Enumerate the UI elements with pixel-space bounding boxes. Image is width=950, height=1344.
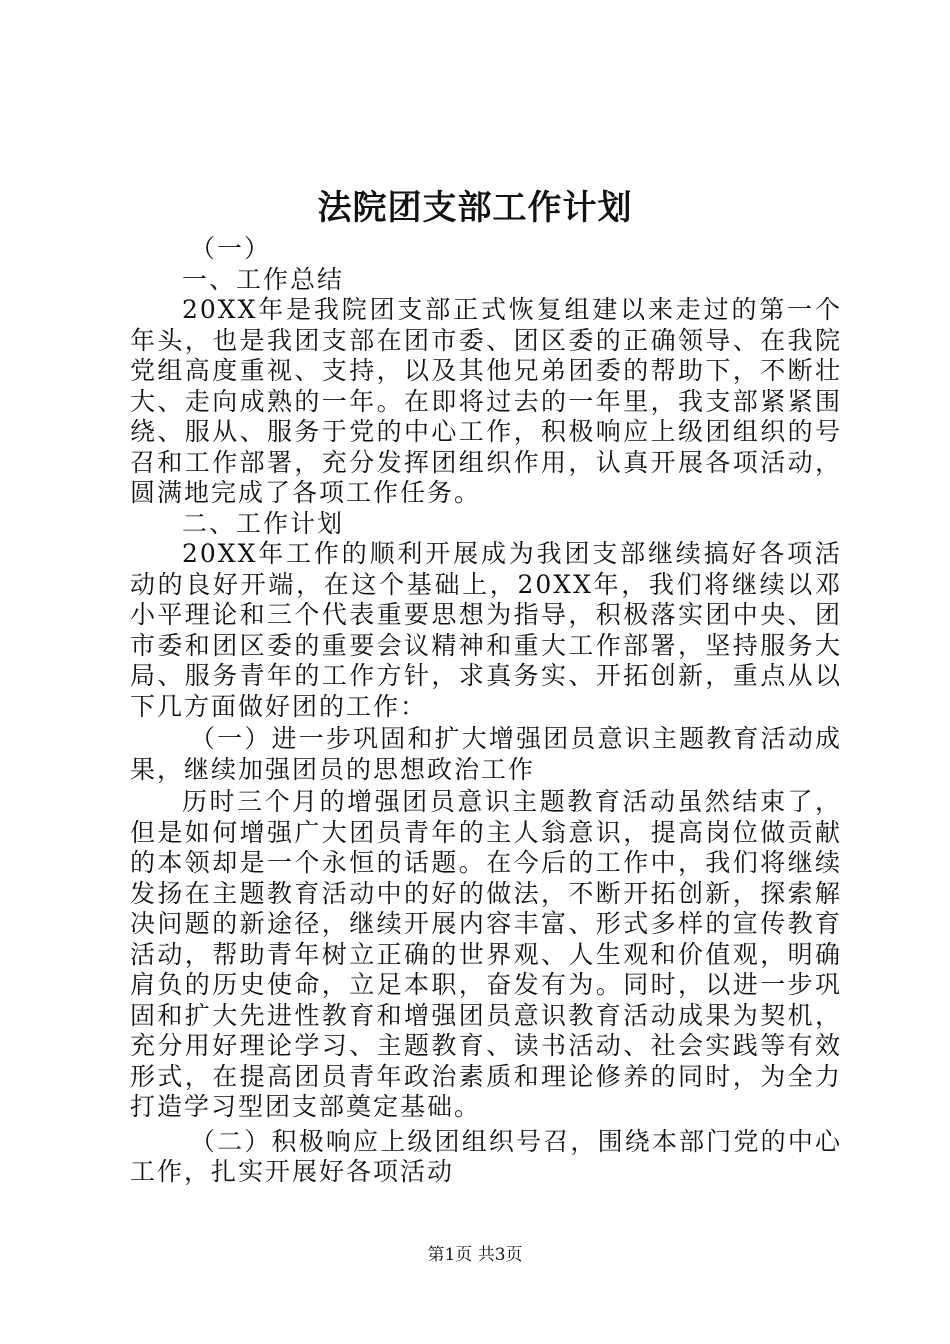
subsection-heading-1: （一）进一步巩固和扩大增强团员意识主题教育活动成果，继续加强团员的思想政治工作 xyxy=(130,724,842,784)
section-heading-plan: 二、工作计划 xyxy=(182,508,345,538)
document-title: 法院团支部工作计划 xyxy=(317,188,633,228)
paragraph-subsection-1: 历时三个月的增强团员意识主题教育活动虽然结束了，但是如何增强广大团员青年的主人翁意识，提高岗位做贡献的本领却是一个永恒的话题。在今后的工作中，我们将继续发扬在主题教育活动中的好的做法，不断开拓创新，探索解决问题的新途径，继续开展内容丰富、形式多样的宣传教育活动，帮助青年树立正确的世界观、人生观和价值观，明确肩负的历史使命，立足本职，奋发有为。同时，以进一步巩固和扩大先进性教育和增强团员意识教育活动成果为契机，充分用好理论学习、主题教育、读书活动、社会实践等有效形式，在提高团员青年政治素质和理论修养的同时，为全力打造学习型团支部奠定基础。 xyxy=(130,787,842,1121)
document-body xyxy=(130,234,842,1188)
paragraph-summary: 20XX年是我院团支部正式恢复组建以来走过的第一个年头，也是我团支部在团市委、团区委的正确领导、在我院党组高度重视、支持，以及其他兄弟团委的帮助下，不断壮大、走向成熟的一年。在即将过去的一年里，我支部紧紧围绕、服从、服务于党的中心工作，积极响应上级团组织的号召和工作部署，充分发挥团组织作用，认真开展各项活动，圆满地完成了各项工作任务。 xyxy=(130,295,842,507)
section-heading-summary: 一、工作总结 xyxy=(182,264,345,294)
paragraph-plan-intro: 20XX年工作的顺利开展成为我团支部继续搞好各项活动的良好开端，在这个基础上，20XX年，我们将继续以邓小平理论和三个代表重要思想为指导，积极落实团中央、团市委和团区委的重要会议精神和重大工作部署，坚持服务大局、服务青年的工作方针，求真务实、开拓创新，重点从以下几方面做好团的工作： xyxy=(130,539,842,721)
subsection-heading-2: （二）积极响应上级团组织号召，围绕本部门党的中心工作，扎实开展好各项活动 xyxy=(130,1126,842,1186)
section-marker: （一） xyxy=(190,234,272,263)
page-number-footer: 第1页 共3页 xyxy=(427,1245,523,1265)
